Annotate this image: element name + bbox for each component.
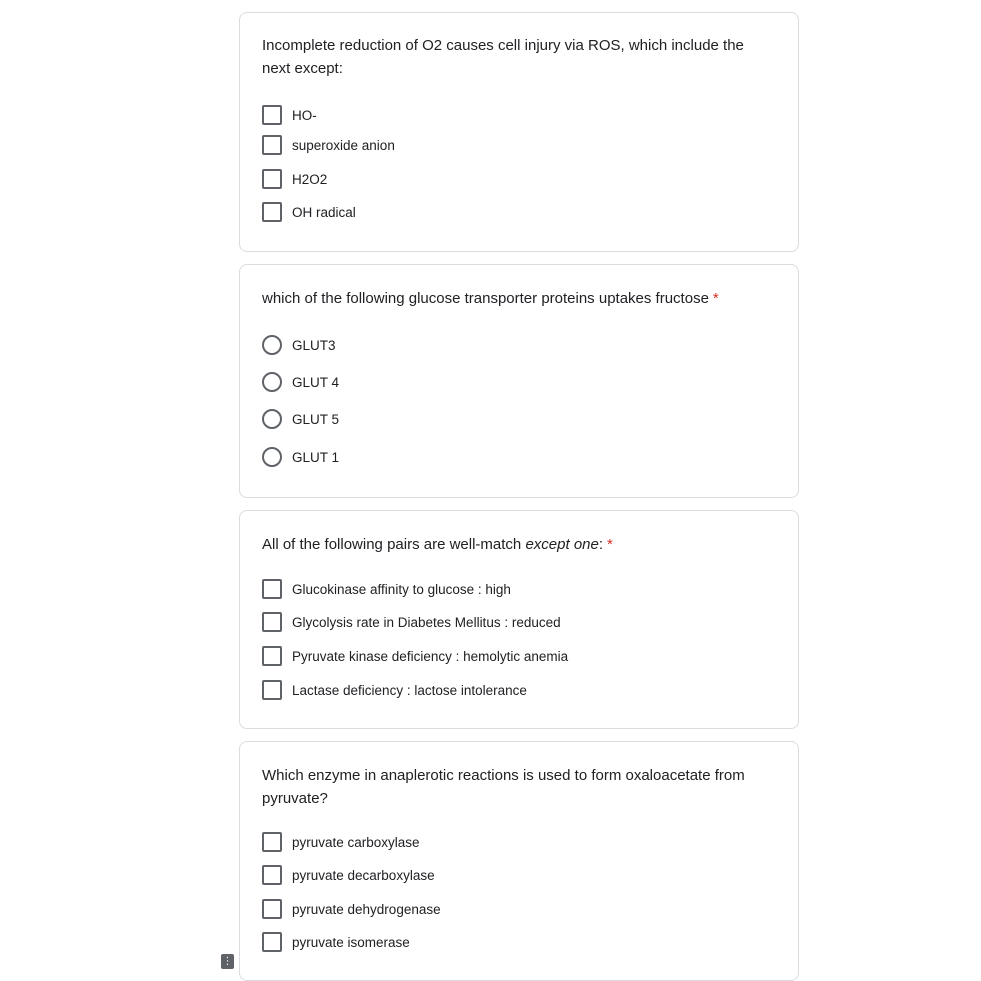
question-card-4 — [239, 741, 799, 981]
option-radio[interactable] — [262, 371, 339, 393]
option-checkbox[interactable] — [262, 578, 511, 600]
option-checkbox[interactable] — [262, 645, 568, 667]
option-label: GLUT 1 — [292, 449, 340, 465]
option-checkbox[interactable] — [262, 201, 356, 223]
option-checkbox[interactable] — [262, 679, 527, 701]
question-text: which of the following glucose transporter proteins uptakes fructose — [262, 290, 709, 307]
question-card-2 — [239, 264, 799, 498]
checkbox-icon[interactable] — [262, 680, 282, 700]
option-checkbox[interactable] — [262, 831, 420, 853]
question-text: Which enzyme in anaplerotic reactions is used to form oxaloacetate from pyruvate? — [262, 767, 745, 807]
checkbox-icon[interactable] — [262, 579, 282, 599]
option-label: H2O2 — [292, 171, 328, 187]
option-label: pyruvate decarboxylase — [292, 867, 435, 883]
question-title — [262, 34, 754, 80]
option-label: GLUT 4 — [292, 374, 340, 390]
option-radio[interactable] — [262, 408, 339, 430]
radio-icon[interactable] — [262, 409, 282, 429]
option-checkbox[interactable] — [262, 898, 441, 920]
option-label: OH radical — [292, 204, 356, 220]
checkbox-icon[interactable] — [262, 932, 282, 952]
option-checkbox[interactable] — [262, 864, 435, 886]
option-label: pyruvate dehydrogenase — [292, 901, 441, 917]
option-label: superoxide anion — [292, 137, 395, 153]
option-checkbox[interactable] — [262, 134, 395, 156]
radio-icon[interactable] — [262, 447, 282, 467]
question-title — [262, 287, 754, 310]
checkbox-icon[interactable] — [262, 646, 282, 666]
checkbox-icon[interactable] — [262, 899, 282, 919]
required-marker: * — [607, 536, 613, 553]
option-label: Glucokinase affinity to glucose : high — [292, 581, 511, 597]
more-vert-icon[interactable]: ⋮ — [222, 956, 233, 967]
option-checkbox[interactable] — [262, 168, 327, 190]
option-label: GLUT 5 — [292, 411, 340, 427]
option-label: GLUT3 — [292, 337, 336, 353]
checkbox-icon[interactable] — [262, 202, 282, 222]
checkbox-icon[interactable] — [262, 865, 282, 885]
checkbox-icon[interactable] — [262, 135, 282, 155]
option-checkbox[interactable] — [262, 611, 561, 633]
option-label: Pyruvate kinase deficiency : hemolytic anemia — [292, 648, 569, 664]
question-card-3 — [239, 510, 799, 729]
option-checkbox[interactable] — [262, 104, 317, 126]
checkbox-icon[interactable] — [262, 612, 282, 632]
radio-icon[interactable] — [262, 372, 282, 392]
option-label: Lactase deficiency : lactose intolerance — [292, 682, 527, 698]
option-label: pyruvate carboxylase — [292, 834, 420, 850]
checkbox-icon[interactable] — [262, 832, 282, 852]
question-title — [262, 533, 754, 556]
checkbox-icon[interactable] — [262, 105, 282, 125]
option-label: Glycolysis rate in Diabetes Mellitus : reduced — [292, 614, 561, 630]
option-radio[interactable] — [262, 446, 339, 468]
option-radio[interactable] — [262, 334, 336, 356]
required-marker: * — [712, 290, 719, 307]
question-title — [262, 764, 754, 810]
radio-icon[interactable] — [262, 335, 282, 355]
question-card-1 — [239, 12, 799, 252]
option-label: HO- — [292, 107, 317, 123]
checkbox-icon[interactable] — [262, 169, 282, 189]
question-text-emphasis: except one — [525, 536, 599, 553]
question-text: Incomplete reduction of O2 causes cell injury via ROS, which include the next except: — [262, 37, 744, 77]
option-checkbox[interactable] — [262, 931, 410, 953]
option-label: pyruvate isomerase — [292, 934, 410, 950]
question-text-suffix: : — [598, 536, 604, 553]
question-text: All of the following pairs are well-match — [262, 536, 526, 553]
